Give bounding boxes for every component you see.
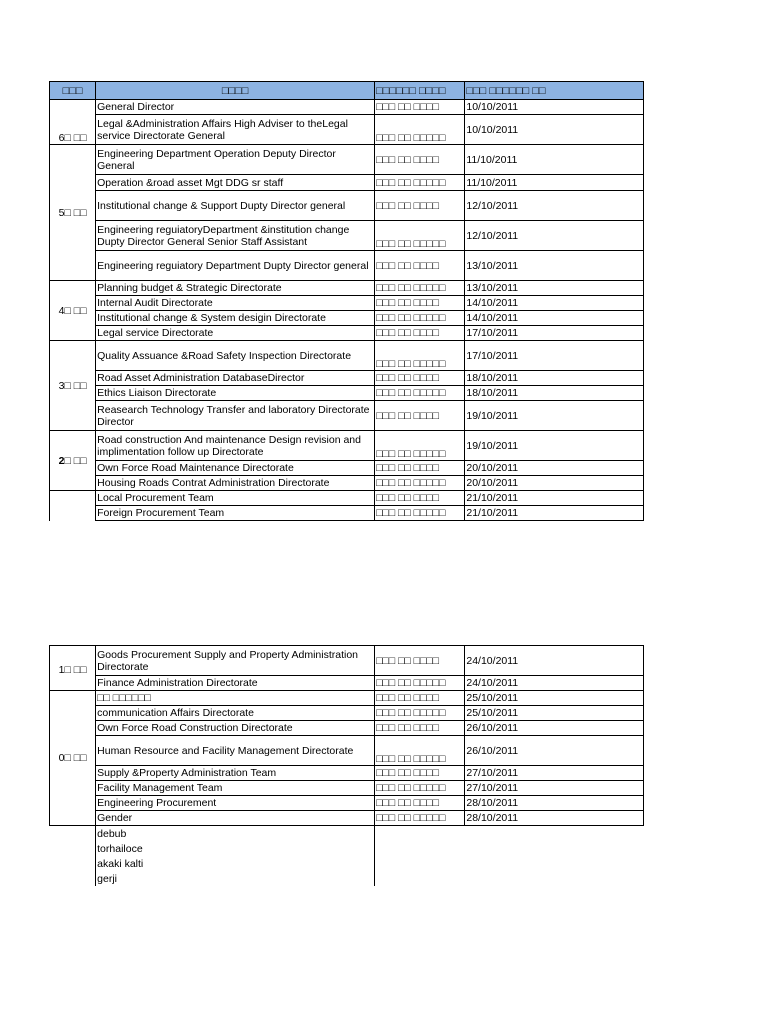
- extra-name: gerji: [96, 871, 375, 886]
- table-row: [50, 145, 644, 175]
- row-time: □□□ □□ □□□□: [375, 491, 465, 506]
- row-time: □□□ □□ □□□□: [375, 191, 465, 221]
- row-date: 17/10/2011: [465, 326, 644, 341]
- floor-label: 1□ □□: [50, 646, 96, 691]
- row-time: □□□ □□ □□□□□: [375, 811, 465, 826]
- row-description: Finance Administration Directorate: [96, 676, 375, 691]
- row-time: □□□ □□ □□□□□: [375, 506, 465, 521]
- row-time: □□□ □□ □□□□□: [375, 281, 465, 296]
- table-row: [50, 281, 644, 296]
- row-date: 28/10/2011: [465, 796, 644, 811]
- row-date: 10/10/2011: [465, 115, 644, 145]
- row-time: □□□ □□ □□□□: [375, 766, 465, 781]
- table-row: [50, 691, 644, 706]
- row-time: □□□ □□ □□□□□: [375, 221, 465, 251]
- row-date: 26/10/2011: [465, 721, 644, 736]
- table-row: [50, 706, 644, 721]
- row-date: 11/10/2011: [465, 175, 644, 191]
- row-date: 27/10/2011: [465, 766, 644, 781]
- table-row: [50, 175, 644, 191]
- table-row: [50, 386, 644, 401]
- row-date: 26/10/2011: [465, 736, 644, 766]
- floor-label: 2□ □□: [50, 431, 96, 491]
- row-description: Gender: [96, 811, 375, 826]
- row-description: Road construction And maintenance Design revision and implimentation follow up Directorate: [96, 431, 375, 461]
- table-row: [50, 461, 644, 476]
- row-time: □□□ □□ □□□□: [375, 326, 465, 341]
- row-date: 18/10/2011: [465, 371, 644, 386]
- row-time: □□□ □□ □□□□: [375, 145, 465, 175]
- header-time: □□□□□□ □□□□: [375, 82, 465, 100]
- row-date: 24/10/2011: [465, 676, 644, 691]
- row-date: 17/10/2011: [465, 341, 644, 371]
- row-time: □□□ □□ □□□□: [375, 401, 465, 431]
- row-description: Institutional change & Support Dupty Director general: [96, 191, 375, 221]
- schedule-table-2: [49, 645, 644, 886]
- row-description: communication Affairs Directorate: [96, 706, 375, 721]
- row-date: 10/10/2011: [465, 100, 644, 115]
- row-date: 19/10/2011: [465, 401, 644, 431]
- table-row: [50, 100, 644, 115]
- row-date: 27/10/2011: [465, 781, 644, 796]
- floor-label: 4□ □□: [50, 281, 96, 341]
- row-description: Institutional change & System desigin Directorate: [96, 311, 375, 326]
- table-row: [50, 506, 644, 521]
- floor-label: 5□ □□: [50, 145, 96, 281]
- row-description: Operation &road asset Mgt DDG sr staff: [96, 175, 375, 191]
- row-description: Planning budget & Strategic Directorate: [96, 281, 375, 296]
- row-description: General Director: [96, 100, 375, 115]
- row-time: □□□ □□ □□□□□: [375, 706, 465, 721]
- row-date: 25/10/2011: [465, 691, 644, 706]
- row-description: Own Force Road Maintenance Directorate: [96, 461, 375, 476]
- header-description: □□□□: [96, 82, 375, 100]
- floor-label-empty: [50, 491, 96, 521]
- row-time: □□□ □□ □□□□□: [375, 115, 465, 145]
- table-row: [50, 721, 644, 736]
- table-row: [50, 766, 644, 781]
- table-row: [50, 646, 644, 676]
- row-time: □□□ □□ □□□□: [375, 100, 465, 115]
- row-description: Quality Assuance &Road Safety Inspection Directorate: [96, 341, 375, 371]
- row-date: 24/10/2011: [465, 646, 644, 676]
- row-description: Housing Roads Contrat Administration Directorate: [96, 476, 375, 491]
- table-row: [50, 736, 644, 766]
- floor-label: 6□ □□: [50, 100, 96, 145]
- row-description: Legal service Directorate: [96, 326, 375, 341]
- table-row: [50, 871, 644, 886]
- row-date: 25/10/2011: [465, 706, 644, 721]
- row-date: 14/10/2011: [465, 311, 644, 326]
- table-row: [50, 476, 644, 491]
- table-row: [50, 811, 644, 826]
- table-row: [50, 856, 644, 871]
- row-description: Road Asset Administration DatabaseDirector: [96, 371, 375, 386]
- extra-name: torhailoce: [96, 841, 375, 856]
- row-description: □□ □□□□□□: [96, 691, 375, 706]
- table-row: [50, 341, 644, 371]
- table-row: [50, 796, 644, 811]
- table-row: [50, 431, 644, 461]
- row-time: □□□ □□ □□□□□: [375, 781, 465, 796]
- row-description: Facility Management Team: [96, 781, 375, 796]
- row-date: 12/10/2011: [465, 221, 644, 251]
- table-row: [50, 371, 644, 386]
- floor-label: 3□ □□: [50, 341, 96, 431]
- table-row: [50, 311, 644, 326]
- row-description: Engineering reguiatory Department Dupty Director general: [96, 251, 375, 281]
- table-row: [50, 221, 644, 251]
- row-time: □□□ □□ □□□□□: [375, 311, 465, 326]
- table-row: [50, 191, 644, 221]
- extra-name: debub: [96, 826, 375, 842]
- row-date: 18/10/2011: [465, 386, 644, 401]
- table-row: [50, 826, 644, 842]
- header-row: [50, 82, 644, 100]
- row-description: Foreign Procurement Team: [96, 506, 375, 521]
- row-description: Goods Procurement Supply and Property Administration Directorate: [96, 646, 375, 676]
- row-time: □□□ □□ □□□□: [375, 461, 465, 476]
- row-date: 19/10/2011: [465, 431, 644, 461]
- extra-name: akaki kalti: [96, 856, 375, 871]
- row-date: 13/10/2011: [465, 251, 644, 281]
- table-row: [50, 841, 644, 856]
- row-time: □□□ □□ □□□□: [375, 251, 465, 281]
- row-date: 12/10/2011: [465, 191, 644, 221]
- row-date: 20/10/2011: [465, 461, 644, 476]
- row-time: □□□ □□ □□□□: [375, 296, 465, 311]
- row-description: Legal &Administration Affairs High Adviser to theLegal service Directorate General: [96, 115, 375, 145]
- row-time: □□□ □□ □□□□□: [375, 476, 465, 491]
- row-time: □□□ □□ □□□□: [375, 796, 465, 811]
- row-date: 21/10/2011: [465, 506, 644, 521]
- table-row: [50, 326, 644, 341]
- row-description: Supply &Property Administration Team: [96, 766, 375, 781]
- table-row: [50, 115, 644, 145]
- header-date: □□□ □□□□□□ □□: [465, 82, 644, 100]
- row-description: Human Resource and Facility Management Directorate: [96, 736, 375, 766]
- row-date: 11/10/2011: [465, 145, 644, 175]
- row-time: □□□ □□ □□□□□: [375, 736, 465, 766]
- row-time: □□□ □□ □□□□□: [375, 175, 465, 191]
- row-description: Ethics Liaison Directorate: [96, 386, 375, 401]
- schedule-table-1: [49, 81, 644, 521]
- floor-label: 0□ □□: [50, 691, 96, 826]
- row-date: 20/10/2011: [465, 476, 644, 491]
- table-row: [50, 676, 644, 691]
- row-date: 14/10/2011: [465, 296, 644, 311]
- row-time: □□□ □□ □□□□: [375, 371, 465, 386]
- row-description: Reasearch Technology Transfer and laboratory Directorate Director: [96, 401, 375, 431]
- header-floor: □□□: [50, 82, 96, 100]
- row-date: 28/10/2011: [465, 811, 644, 826]
- row-description: Local Procurement Team: [96, 491, 375, 506]
- row-time: □□□ □□ □□□□□: [375, 431, 465, 461]
- row-date: 21/10/2011: [465, 491, 644, 506]
- table-row: [50, 491, 644, 506]
- table-row: [50, 296, 644, 311]
- table-row: [50, 401, 644, 431]
- table-row: [50, 781, 644, 796]
- row-description: Engineering Department Operation Deputy Director General: [96, 145, 375, 175]
- row-description: Engineering reguiatoryDepartment &institution change Dupty Director General Senior Staff Assistant: [96, 221, 375, 251]
- row-time: □□□ □□ □□□□□: [375, 676, 465, 691]
- row-time: □□□ □□ □□□□: [375, 646, 465, 676]
- row-time: □□□ □□ □□□□: [375, 721, 465, 736]
- row-description: Internal Audit Directorate: [96, 296, 375, 311]
- row-time: □□□ □□ □□□□□: [375, 341, 465, 371]
- row-time: □□□ □□ □□□□□: [375, 386, 465, 401]
- row-date: 13/10/2011: [465, 281, 644, 296]
- table-row: [50, 251, 644, 281]
- row-description: Own Force Road Construction Directorate: [96, 721, 375, 736]
- row-description: Engineering Procurement: [96, 796, 375, 811]
- row-time: □□□ □□ □□□□: [375, 691, 465, 706]
